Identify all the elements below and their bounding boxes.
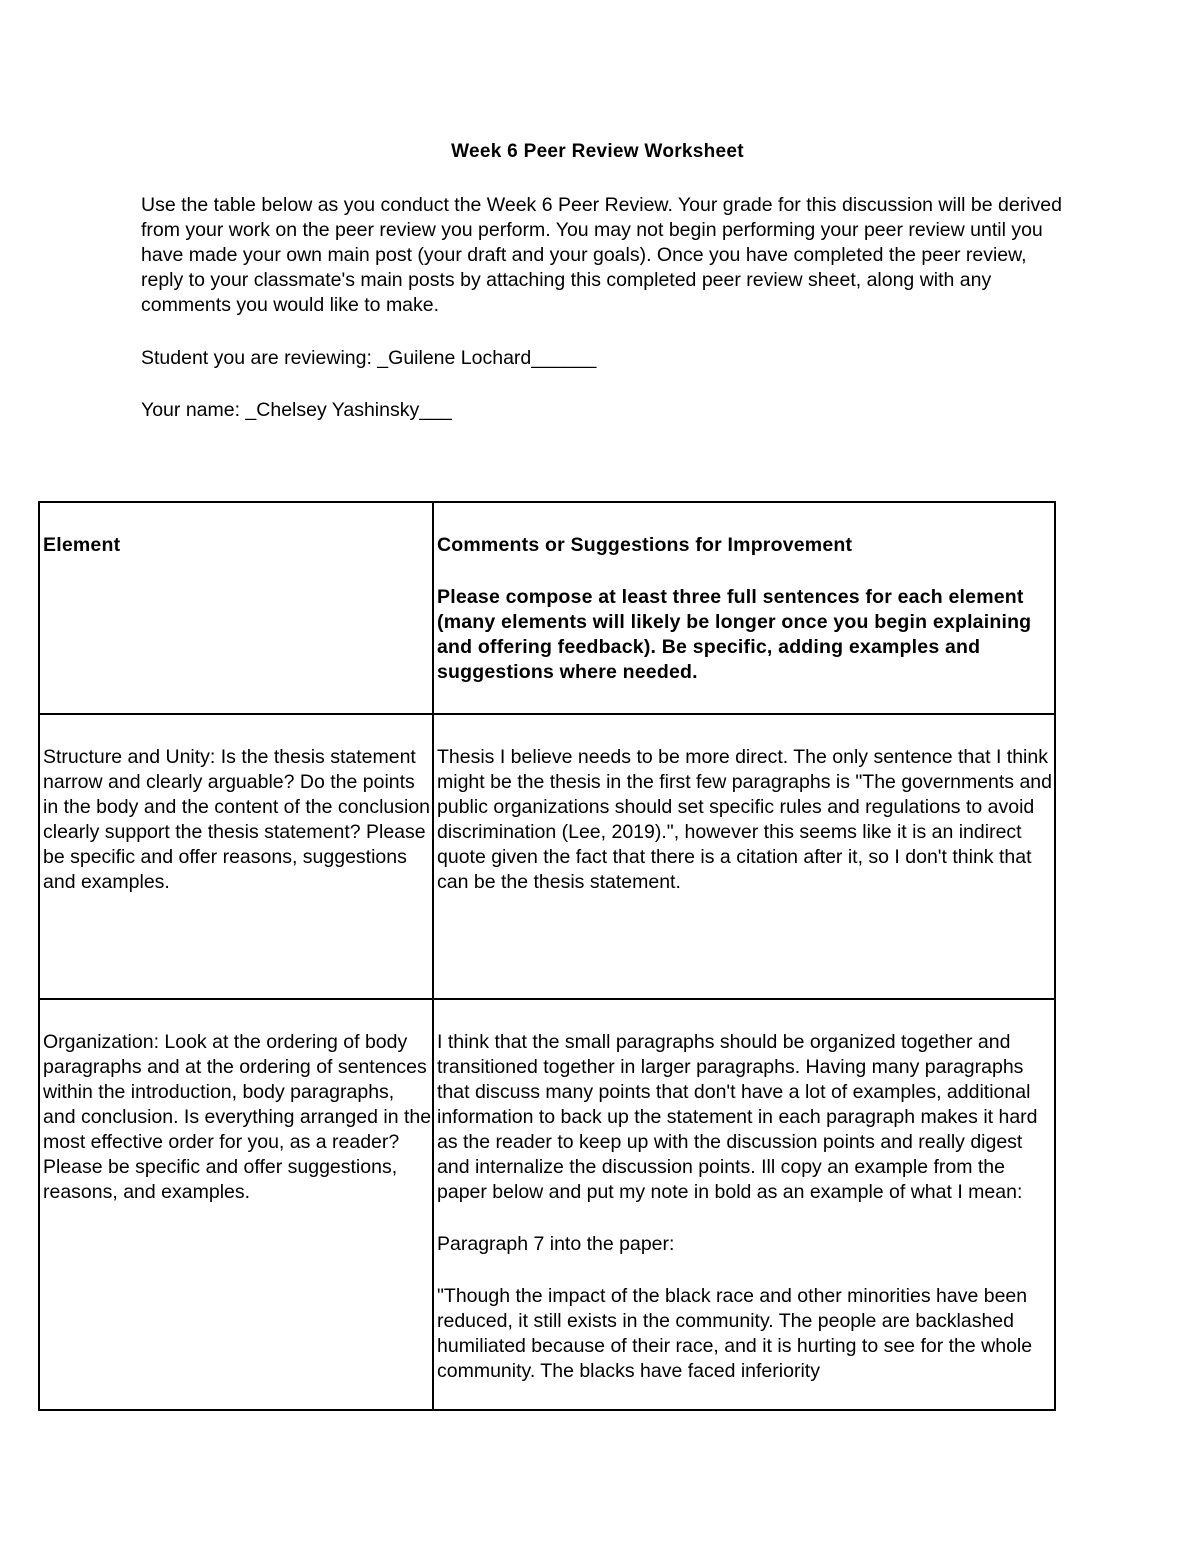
header-element-label: Element xyxy=(43,534,121,556)
element-cell xyxy=(39,714,433,999)
comment-paragraph-reference: Paragraph 7 into the paper: xyxy=(437,1233,675,1255)
header-comments-cell xyxy=(433,502,1055,714)
header-instructions: Please compose at least three full sentences for each element (many elements will likely be longer once you begin explaining and offering feedback). Be specific, adding examples and suggestions where needed. xyxy=(437,586,1032,683)
table-row xyxy=(39,714,1055,999)
peer-review-table xyxy=(38,501,1056,1411)
worksheet-title: Week 6 Peer Review Worksheet xyxy=(451,141,744,162)
student-reviewing-field: Student you are reviewing: _Guilene Lochard______ xyxy=(141,347,597,369)
comment-quoted-excerpt: "Though the impact of the black race and other minorities have been reduced, it still exists in the community. The people are backlashed humiliated because of their race, and it is hurting to see for the whole community. The blacks have faced inferiority xyxy=(437,1285,1033,1382)
comment-cell xyxy=(433,714,1055,999)
comment-structure-unity: Thesis I believe needs to be more direct. The only sentence that I think might be the thesis in the first few paragraphs is "The governments and public organizations should set specific rules and regulations to avoid discrimination (Lee, 2019).", however this seems like it is an indirect quote given the fact that there is a citation after it, so I don't think that can be the thesis statement. xyxy=(437,746,1052,893)
comment-cell xyxy=(433,999,1055,1410)
header-comments-label: Comments or Suggestions for Improvement xyxy=(437,534,853,556)
element-structure-unity: Structure and Unity: Is the thesis statement narrow and clearly arguable? Do the points in the body and the content of the conclusion clearly support the thesis statement? Please be specific and offer reasons, suggestions and examples. xyxy=(43,746,431,893)
comment-organization: I think that the small paragraphs should be organized together and transitioned together in larger paragraphs. Having many paragraphs that discuss many points that don't have a lot of examples, additional information to back up the statement in each paragraph makes it hard as the reader to keep up with the discussion points and really digest and internalize the discussion points. Ill copy an example from the paper below and put my note in bold as an example of what I mean: xyxy=(437,1031,1038,1203)
table-header-row xyxy=(39,502,1055,714)
element-cell xyxy=(39,999,433,1410)
table-row xyxy=(39,999,1055,1410)
your-name-field: Your name: _Chelsey Yashinsky___ xyxy=(141,399,452,421)
element-organization: Organization: Look at the ordering of body paragraphs and at the ordering of sentences within the introduction, body paragraphs, and conclusion. Is everything arranged in the most effective order for you, as a reader? Please be specific and offer suggestions, reasons, and examples. xyxy=(43,1031,432,1203)
instructions-paragraph: Use the table below as you conduct the Week 6 Peer Review. Your grade for this discussion will be derived from your work on the peer review you perform. You may not begin performing your peer review until you have made your own main post (your draft and your goals). Once you have completed the peer review, reply to your classmate's main posts by attaching this completed peer review sheet, along with any comments you would like to make. xyxy=(141,194,1062,316)
header-element-cell xyxy=(39,502,433,714)
